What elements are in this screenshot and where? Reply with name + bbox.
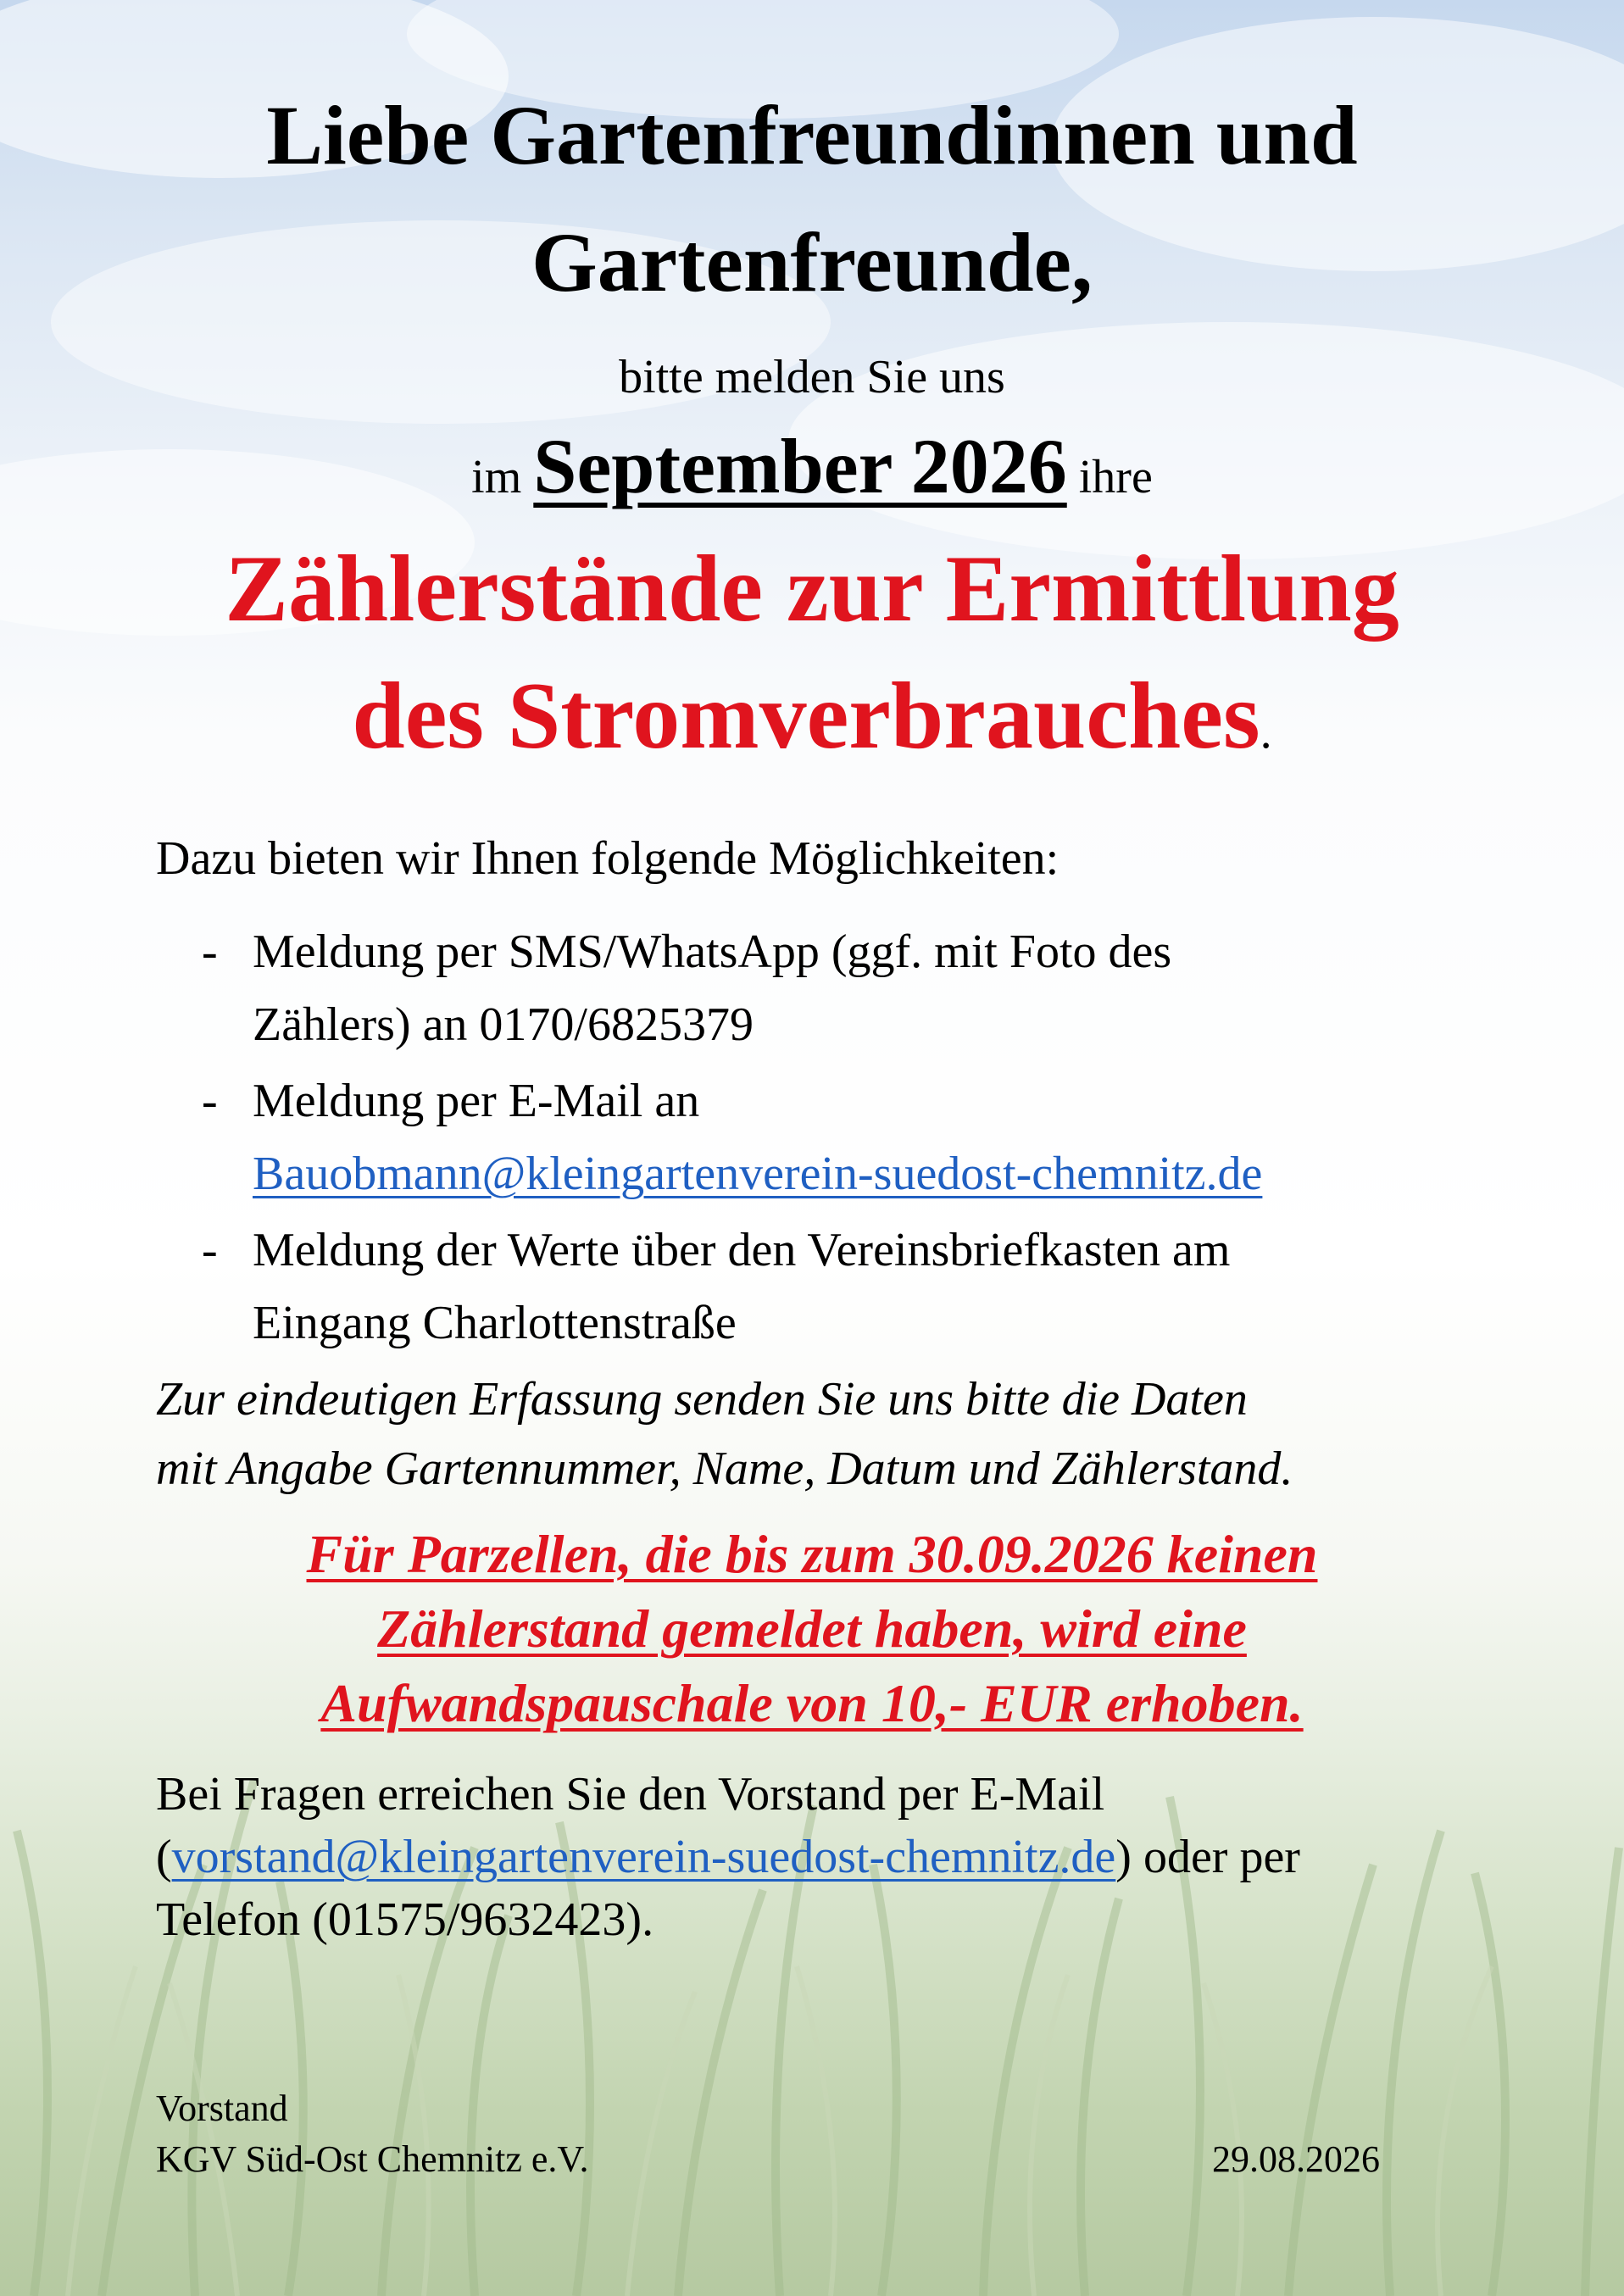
request-suffix: ihre	[1078, 451, 1153, 503]
option-email-line-1: Meldung per E-Mail an	[253, 1075, 700, 1127]
bauobmann-email-link[interactable]: Bauobmann@kleingartenverein-suedost-chemnitz.de	[253, 1148, 1263, 1200]
signature-block	[156, 2083, 589, 2185]
options-list	[156, 915, 1546, 1363]
penalty-line-2: Zählerstand gemeldet haben, wird eine	[377, 1598, 1247, 1659]
data-note	[156, 1365, 1529, 1504]
headline-line-2-text: des Stromverbrauches	[352, 664, 1260, 769]
greeting-title-line-1: Liebe Gartenfreundinnen und	[266, 88, 1358, 182]
penalty-line-1: Für Parzellen, die bis zum 30.09.2026 keinen	[306, 1524, 1318, 1584]
signature-club: KGV Süd-Ost Chemnitz e.V.	[156, 2138, 589, 2180]
contact-info	[156, 1763, 1546, 1951]
contact-phone-line: Telefon (01575/9632423).	[156, 1893, 654, 1946]
option-mailbox-line-2: Eingang Charlottenstraße	[253, 1297, 737, 1349]
option-bullet: -	[202, 1224, 218, 1276]
data-note-line-2: mit Angabe Gartennummer, Name, Datum und Zählerstand.	[156, 1443, 1293, 1495]
headline-period: .	[1260, 706, 1272, 759]
option-bullet: -	[202, 1075, 218, 1127]
contact-open-paren: (	[156, 1831, 172, 1883]
option-sms-line-1: Meldung per SMS/WhatsApp (ggf. mit Foto des	[253, 926, 1172, 978]
contact-after-email: ) oder per	[1115, 1831, 1300, 1883]
option-bullet: -	[202, 926, 218, 978]
vorstand-email-link[interactable]: vorstand@kleingartenverein-suedost-chemnitz.de	[171, 1831, 1116, 1883]
options-intro: Dazu bieten wir Ihnen folgende Möglichkeiten:	[156, 832, 1059, 885]
option-mailbox-line-1: Meldung der Werte über den Vereinsbriefkasten am	[253, 1224, 1231, 1276]
option-mailbox	[156, 1214, 1546, 1359]
signature-date: 29.08.2026	[1212, 2138, 1380, 2180]
request-month-line	[0, 415, 1624, 528]
data-note-line-1: Zur eindeutigen Erfassung senden Sie uns bitte die Daten	[156, 1373, 1248, 1426]
request-prefix: im	[471, 451, 522, 503]
report-month: September 2026	[533, 423, 1067, 509]
headline-line-1: Zählerstände zur Ermittlung	[225, 536, 1399, 642]
headline-line-2	[0, 661, 1624, 787]
penalty-line-3: Aufwandspauschale von 10,- EUR erhoben.	[320, 1673, 1304, 1733]
contact-line-1: Bei Fragen erreichen Sie den Vorstand per E-Mail	[156, 1768, 1105, 1821]
signature-role: Vorstand	[156, 2088, 288, 2129]
greeting-title-line-2: Gartenfreunde,	[531, 215, 1093, 309]
option-sms	[156, 915, 1546, 1061]
penalty-notice	[0, 1517, 1624, 1741]
request-line: bitte melden Sie uns	[619, 351, 1005, 403]
option-sms-line-2: Zählers) an 0170/6825379	[253, 998, 754, 1051]
option-email	[156, 1065, 1546, 1210]
